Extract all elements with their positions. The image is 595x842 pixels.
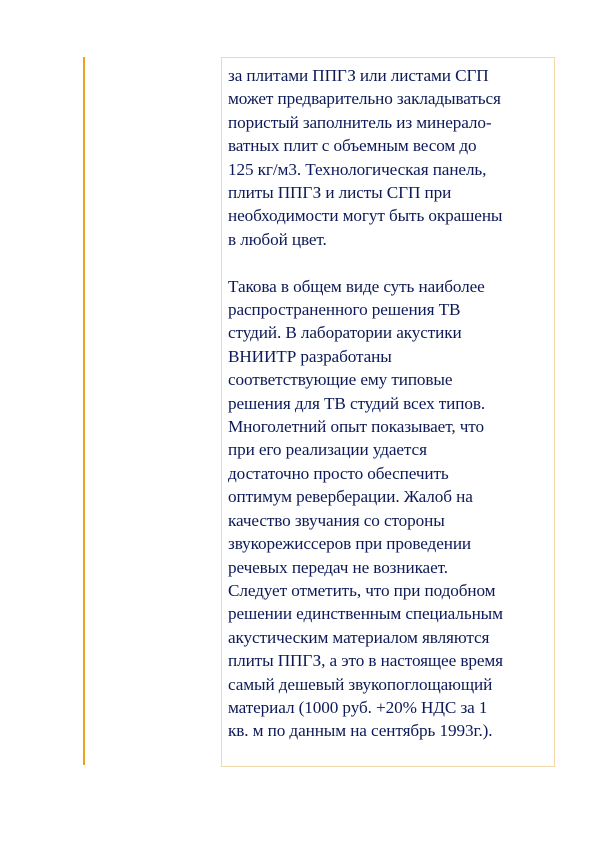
left-margin-rule [83, 57, 85, 765]
paragraph-materials: за плитами ППГЗ или листами СГП может предварительно закладываться пористый заполнитель из минерало- ватных плит с объемным весом до 125 кг/м3. Технологическая панель, плиты ППГЗ и листы СГП при необходимости могут быть окрашены в любой цвет. [228, 66, 503, 249]
paragraph-studio-solution: Такова в общем виде суть наиболее распространенного решения ТВ студий. В лаборатории акустики ВНИИТР разработаны соответствующие ему типовые решения для ТВ студий всех типов. Многолетний опыт показывает, что при его реализации удается достаточно просто обеспечить оптимум реверберации. Жалоб на качество звучания со стороны звукорежиссеров при проведении речевых передач не возникает. Следует отметить, что при подобном решении единственным специальным акустическим материалом являются плиты ППГЗ, а это в настоящее время самый дешевый звукопоглощающий материал (1000 руб. +20% НДС за 1 кв. м по данным на сентябрь 1993г.). [228, 276, 503, 741]
text-frame [221, 57, 555, 767]
